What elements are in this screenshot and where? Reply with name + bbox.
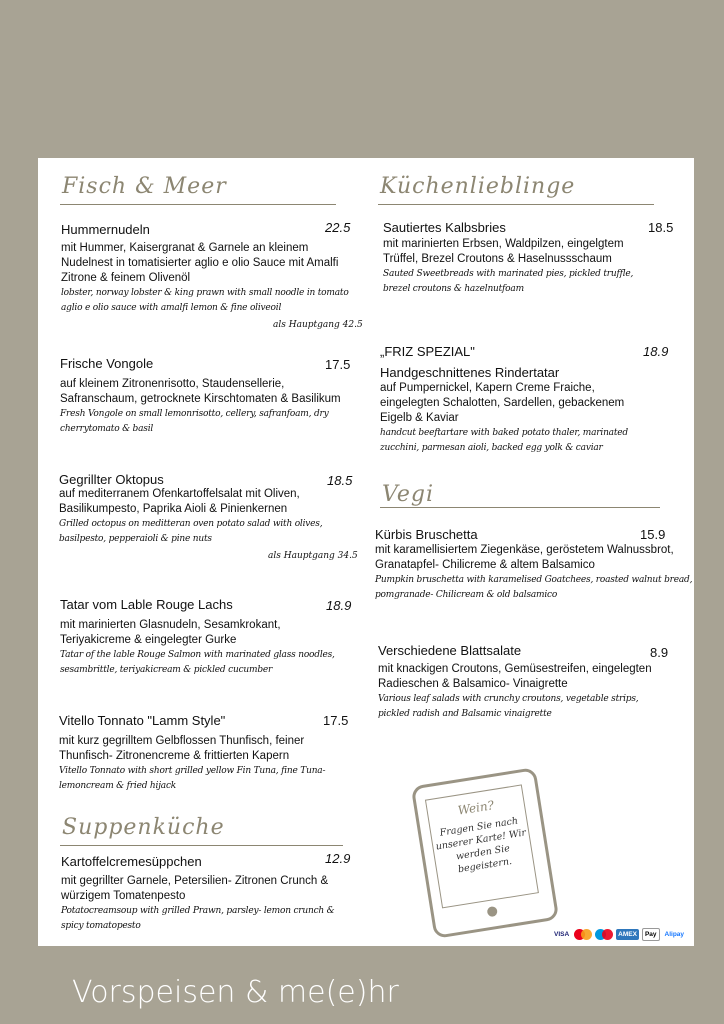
menu-item-kartoffelsuppe [61, 854, 351, 934]
item-description-en: Grilled octopus on meditteran oven potato salad with olives, basilpesto, pepperaioli & pine nuts [59, 519, 323, 544]
section-title-suppe: Suppenküche [62, 815, 225, 840]
menu-item-kalbsbries [383, 220, 643, 297]
item-description-en: Potatocreamsoup with grilled Prawn, parsley- lemon crunch & spicy tomatopesto [61, 906, 335, 931]
item-name: Sautiertes Kalbsbries [383, 220, 506, 235]
item-description-en: Sauted Sweetbreads with marinated pies, pickled truffle, brezel croutons & hazelnutfoam [383, 269, 634, 294]
item-price: 18.9 [326, 598, 352, 613]
item-description-en: Various leaf salads with crunchy croutons, vegetable strips, pickled radish and Balsamic vinaigrette [378, 694, 639, 719]
item-subtitle: Handgeschnittenes Rindertatar [380, 365, 560, 380]
item-description-de: mit gegrillter Garnele, Petersilien- Zitronen Crunch & würzigem Tomatenpesto [61, 875, 329, 902]
item-price: 17.5 [325, 357, 351, 372]
item-price: 17.5 [323, 713, 349, 728]
section-divider [60, 204, 336, 205]
section-divider [60, 845, 343, 846]
item-name: Kartoffelcremesüppchen [61, 854, 202, 869]
item-description-en: Vitello Tonnato with short grilled yellow Fin Tuna, fine Tuna-lemoncream & fried hijack [59, 766, 326, 791]
item-description-en: Fresh Vongole on small lemonrisotto, cellery, safranfoam, dry cherrytomato & basil [60, 409, 329, 434]
item-name: Kürbis Bruschetta [375, 527, 478, 542]
menu-item-rindertatar [380, 344, 648, 456]
item-price: 15.9 [640, 527, 666, 542]
item-name: „FRIZ SPEZIAL" [380, 344, 475, 359]
menu-item-blattsalate [378, 643, 654, 722]
menu-item-oktopus [59, 472, 349, 547]
section-title-fisch: Fisch & Meer [62, 174, 227, 199]
item-description-en: handcut beeftartare with baked potato thaler, marinated zucchini, parmesan aioli, backed egg yolk & caviar [380, 428, 628, 453]
visa-icon: VISA [554, 930, 570, 938]
item-name: Vitello Tonnato "Lamm Style" [59, 713, 226, 728]
section-divider [378, 204, 654, 205]
tablet-screen [425, 784, 539, 908]
item-description-de: mit Hummer, Kaisergranat & Garnele an kleinem Nudelnest in tomatisierter aglio e olio Sauce mit Amalfi Zitrone & feinem Olivenöl [61, 242, 339, 284]
main-course-price: als Hauptgang 34.5 [268, 551, 358, 561]
menu-item-hummernudeln [61, 222, 359, 316]
item-description-de: mit marinierten Erbsen, Waldpilzen, eingelgtem Trüffel, Brezel Croutons & Haselnussschaum [383, 238, 624, 265]
footer-title: Vorspeisen & me(e)hr [72, 975, 399, 1010]
item-description-en: Pumpkin bruschetta with karamelised Goatchees, roasted walnut bread, pomgranade- Chilicream & old balsamico [375, 575, 693, 600]
wine-title: Wein? [456, 798, 495, 818]
item-name: Verschiedene Blattsalate [378, 643, 522, 658]
item-name: Gegrillter Oktopus [59, 472, 164, 487]
item-description-en: lobster, norway lobster & king prawn with small noodle in tomato aglio e olio sauce with amalfi lemon & fine oliveoil [61, 288, 349, 313]
section-title-kuechen: Küchenlieblinge [380, 174, 576, 199]
menu-item-vitello [59, 713, 343, 794]
apple-pay-icon: Pay [642, 928, 660, 941]
item-description-en: Tatar of the lable Rouge Salmon with marinated glass noodles, sesambrittle, teriyakicream & pickled cucumber [60, 650, 335, 675]
item-price: 12.9 [325, 851, 351, 866]
item-price: 18.5 [327, 473, 353, 488]
wine-text: Fragen Sie nach unserer Karte! Wir werden Sie begeistern. [435, 815, 527, 876]
item-price: 18.5 [648, 220, 674, 235]
item-description-de: auf Pumpernickel, Kapern Creme Fraiche, eingelegten Schalotten, Sardellen, gebackenem Eigelb & Kaviar [380, 382, 625, 424]
item-name: Hummernudeln [61, 222, 150, 237]
item-name: Frische Vongole [60, 356, 154, 371]
item-price: 18.9 [643, 344, 669, 359]
item-price: 22.5 [325, 220, 351, 235]
main-course-price: als Hauptgang 42.5 [273, 320, 363, 330]
maestro-icon [595, 929, 613, 940]
item-description-de: mit marinierten Glasnudeln, Sesamkrokant, Teriyakicreme & eingelegter Gurke [60, 619, 281, 646]
item-description-de: auf mediterranem Ofenkartoffelsalat mit Oliven, Basilikumpesto, Paprika Aioli & Pinienkernen [59, 488, 300, 515]
tablet-home-button-icon [487, 906, 498, 917]
section-divider [380, 507, 660, 508]
mastercard-icon [574, 929, 592, 940]
item-description-de: auf kleinem Zitronenrisotto, Staudensellerie, Safranschaum, getrocknete Kirschtomaten & Basilikum [60, 378, 341, 405]
item-name: Tatar vom Lable Rouge Lachs [60, 597, 233, 612]
amex-icon: AMEX [618, 930, 637, 938]
menu-item-vongole [60, 356, 362, 437]
tablet-icon [411, 767, 560, 939]
item-price: 8.9 [650, 645, 669, 660]
item-description-de: mit karamellisiertem Ziegenkäse, geröstetem Walnussbrot, Granatapfel- Chilicreme & altem Balsamico [375, 544, 674, 571]
payment-methods [552, 928, 686, 940]
item-description-de: mit knackigen Croutons, Gemüsestreifen, eingelegten Radieschen & Balsamico- Vinaigrette [378, 663, 652, 690]
menu-item-lachs [60, 597, 354, 678]
item-description-de: mit kurz gegrilltem Gelbflossen Thunfisch, feiner Thunfisch- Zitronencreme & frittierten Kapern [59, 735, 305, 762]
alipay-icon: Alipay [664, 930, 685, 938]
section-title-vegi: Vegi [382, 482, 435, 507]
